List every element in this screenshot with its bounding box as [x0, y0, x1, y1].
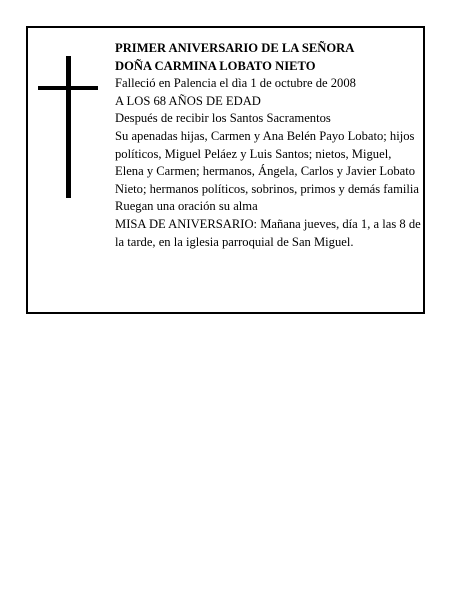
sacraments-info: Después de recibir los Santos Sacramentos: [115, 111, 331, 126]
death-info: Falleció en Palencia el dìa 1 de octubre de 2008: [115, 76, 356, 91]
notice-text: [115, 40, 423, 251]
age-info: A LOS 68 AÑOS DE EDAD: [115, 93, 261, 108]
mass-info: MISA DE ANIVERSARIO: Mañana jueves, día 1, a las 8 de la tarde, en la iglesia parroquial de San Miguel.: [115, 216, 421, 249]
notice-title-line-1: PRIMER ANIVERSARIO DE LA SEÑORA: [115, 41, 355, 55]
family-list: Su apenadas hijas, Carmen y Ana Belén Payo Lobato; hijos políticos, Miguel Peláez y Luis Santos; nietos, Miguel, Elena y Carmen; hermanos, Ángela, Carlos y Javier Lobato Nieto; hermanos políticos, sobrinos, primos y demás familia: [115, 128, 419, 196]
notice-title-line-2: DOÑA CARMINA LOBATO NIETO: [115, 58, 316, 73]
cross-vertical-bar: [66, 56, 71, 198]
cross-icon: [38, 56, 98, 198]
prayer-request: Ruegan una oración su alma: [115, 199, 258, 214]
cross-horizontal-bar: [38, 86, 98, 90]
obituary-notice: [26, 26, 425, 314]
